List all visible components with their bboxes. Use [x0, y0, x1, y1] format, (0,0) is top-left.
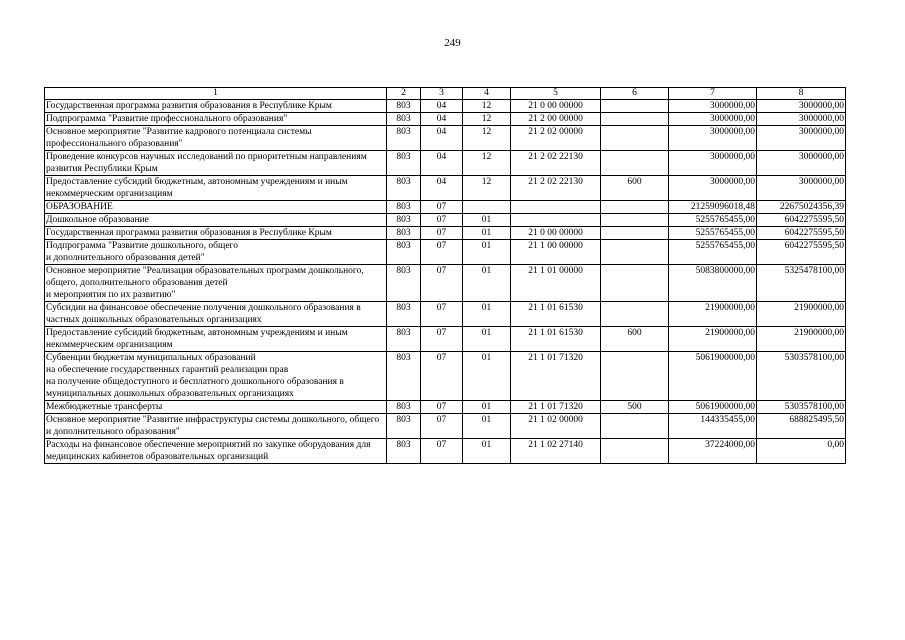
- row-amount-col7: 5083800000,00: [669, 265, 757, 302]
- row-subsection-code: 12: [463, 176, 511, 201]
- row-name: Субвенции бюджетам муниципальных образований на обеспечение государственных гарантий реализации прав на получение общедоступного и бесплатного дошкольного образования в муниципальных дошкольных образовательных организациях: [45, 352, 387, 401]
- row-ministry-code: 803: [387, 176, 421, 201]
- row-expense-type: [601, 227, 669, 240]
- row-amount-col8: 688825495,50: [757, 414, 846, 439]
- row-amount-col7: 5061900000,00: [669, 352, 757, 401]
- row-subsection-code: 12: [463, 100, 511, 113]
- row-ministry-code: 803: [387, 126, 421, 151]
- row-amount-col8: 21900000,00: [757, 302, 846, 327]
- table-row: [45, 240, 846, 265]
- row-ministry-code: 803: [387, 151, 421, 176]
- row-subsection-code: 01: [463, 227, 511, 240]
- header-row: [45, 88, 846, 100]
- row-target-article: 21 1 01 71320: [511, 352, 601, 401]
- row-name: Межбюджетные трансферты: [45, 401, 387, 414]
- row-expense-type: [601, 439, 669, 464]
- row-expense-type: [601, 240, 669, 265]
- row-amount-col7: 3000000,00: [669, 100, 757, 113]
- row-subsection-code: 01: [463, 439, 511, 464]
- row-name: ОБРАЗОВАНИЕ: [45, 201, 387, 214]
- row-amount-col7: 21900000,00: [669, 302, 757, 327]
- column-header: 1: [45, 88, 387, 100]
- row-section-code: 04: [421, 151, 463, 176]
- row-subsection-code: 01: [463, 302, 511, 327]
- table-row: [45, 265, 846, 302]
- row-amount-col7: 21900000,00: [669, 327, 757, 352]
- row-name: Подпрограмма "Развитие профессионального образования": [45, 113, 387, 126]
- row-name: Основное мероприятие "Развитие инфраструктуры системы дошкольного, общего и дополнительного образования": [45, 414, 387, 439]
- row-expense-type: [601, 113, 669, 126]
- row-ministry-code: 803: [387, 214, 421, 227]
- row-ministry-code: 803: [387, 439, 421, 464]
- row-amount-col7: 5255765455,00: [669, 214, 757, 227]
- column-header: 5: [511, 88, 601, 100]
- row-ministry-code: 803: [387, 100, 421, 113]
- row-name: Предоставление субсидий бюджетным, автономным учреждениям и иным некоммерческим организациям: [45, 176, 387, 201]
- row-amount-col8: 6042275595,50: [757, 214, 846, 227]
- row-ministry-code: 803: [387, 240, 421, 265]
- budget-table: [44, 87, 846, 464]
- row-amount-col8: 6042275595,50: [757, 240, 846, 265]
- row-name: Подпрограмма "Развитие дошкольного, общего и дополнительного образования детей": [45, 240, 387, 265]
- table-row: [45, 414, 846, 439]
- row-amount-col7: 3000000,00: [669, 126, 757, 151]
- table-row: [45, 439, 846, 464]
- row-ministry-code: 803: [387, 401, 421, 414]
- row-amount-col8: 21900000,00: [757, 327, 846, 352]
- row-target-article: [511, 201, 601, 214]
- row-target-article: 21 2 02 22130: [511, 151, 601, 176]
- table-row: [45, 302, 846, 327]
- column-header: 3: [421, 88, 463, 100]
- row-amount-col8: 5303578100,00: [757, 352, 846, 401]
- row-amount-col8: 22675024356,39: [757, 201, 846, 214]
- table-row: [45, 100, 846, 113]
- table-body: [45, 100, 846, 464]
- column-header: 4: [463, 88, 511, 100]
- row-name: Основное мероприятие "Реализация образовательных программ дошкольного, общего, дополнительного образования детей и мероприятия по их развитию": [45, 265, 387, 302]
- row-subsection-code: 12: [463, 151, 511, 176]
- row-section-code: 07: [421, 214, 463, 227]
- row-target-article: 21 2 02 00000: [511, 126, 601, 151]
- row-subsection-code: 12: [463, 126, 511, 151]
- row-target-article: [511, 214, 601, 227]
- row-amount-col8: 3000000,00: [757, 100, 846, 113]
- row-name: Государственная программа развития образования в Республике Крым: [45, 100, 387, 113]
- row-target-article: 21 1 02 00000: [511, 414, 601, 439]
- row-expense-type: [601, 201, 669, 214]
- row-amount-col7: 5255765455,00: [669, 240, 757, 265]
- row-subsection-code: 01: [463, 352, 511, 401]
- table-row: [45, 126, 846, 151]
- row-subsection-code: [463, 201, 511, 214]
- row-amount-col8: 5325478100,00: [757, 265, 846, 302]
- row-amount-col7: 5061900000,00: [669, 401, 757, 414]
- table-row: [45, 401, 846, 414]
- row-subsection-code: 01: [463, 401, 511, 414]
- row-target-article: 21 1 01 71320: [511, 401, 601, 414]
- row-amount-col7: 21259096018,48: [669, 201, 757, 214]
- row-target-article: 21 2 00 00000: [511, 113, 601, 126]
- column-header: 8: [757, 88, 846, 100]
- row-ministry-code: 803: [387, 302, 421, 327]
- row-amount-col8: 3000000,00: [757, 113, 846, 126]
- column-header: 2: [387, 88, 421, 100]
- row-ministry-code: 803: [387, 201, 421, 214]
- row-section-code: 04: [421, 176, 463, 201]
- row-amount-col8: 3000000,00: [757, 151, 846, 176]
- table-row: [45, 113, 846, 126]
- row-name: Дошкольное образование: [45, 214, 387, 227]
- table-row: [45, 201, 846, 214]
- row-expense-type: [601, 302, 669, 327]
- row-section-code: 07: [421, 401, 463, 414]
- row-ministry-code: 803: [387, 113, 421, 126]
- row-subsection-code: 12: [463, 113, 511, 126]
- row-subsection-code: 01: [463, 240, 511, 265]
- table-row: [45, 352, 846, 401]
- row-ministry-code: 803: [387, 265, 421, 302]
- row-section-code: 04: [421, 100, 463, 113]
- row-section-code: 04: [421, 126, 463, 151]
- row-expense-type: [601, 214, 669, 227]
- row-name: Основное мероприятие "Развитие кадрового потенциала системы профессионального образования": [45, 126, 387, 151]
- row-amount-col7: 3000000,00: [669, 151, 757, 176]
- row-target-article: 21 0 00 00000: [511, 100, 601, 113]
- row-section-code: 04: [421, 113, 463, 126]
- row-amount-col8: 0,00: [757, 439, 846, 464]
- row-expense-type: [601, 151, 669, 176]
- table-row: [45, 327, 846, 352]
- row-name: Субсидии на финансовое обеспечение получения дошкольного образования в частных дошкольных образовательных организациях: [45, 302, 387, 327]
- row-expense-type: [601, 100, 669, 113]
- row-section-code: 07: [421, 240, 463, 265]
- row-name: Государственная программа развития образования в Республике Крым: [45, 227, 387, 240]
- row-name: Предоставление субсидий бюджетным, автономным учреждениям и иным некоммерческим организациям: [45, 327, 387, 352]
- row-ministry-code: 803: [387, 227, 421, 240]
- row-expense-type: [601, 126, 669, 151]
- row-expense-type: [601, 265, 669, 302]
- row-amount-col7: 5255765455,00: [669, 227, 757, 240]
- row-target-article: 21 1 01 00000: [511, 265, 601, 302]
- row-expense-type: 500: [601, 401, 669, 414]
- row-name: Проведение конкурсов научных исследований по приоритетным направлениям развития Республики Крым: [45, 151, 387, 176]
- row-target-article: 21 1 01 61530: [511, 302, 601, 327]
- row-amount-col8: 6042275595,50: [757, 227, 846, 240]
- row-amount-col7: 37224000,00: [669, 439, 757, 464]
- row-target-article: 21 0 00 00000: [511, 227, 601, 240]
- row-section-code: 07: [421, 265, 463, 302]
- row-amount-col8: 3000000,00: [757, 126, 846, 151]
- table-row: [45, 151, 846, 176]
- row-amount-col7: 3000000,00: [669, 113, 757, 126]
- row-target-article: 21 2 02 22130: [511, 176, 601, 201]
- row-target-article: 21 1 01 61530: [511, 327, 601, 352]
- row-expense-type: [601, 352, 669, 401]
- row-subsection-code: 01: [463, 327, 511, 352]
- row-subsection-code: 01: [463, 214, 511, 227]
- row-section-code: 07: [421, 439, 463, 464]
- table-row: [45, 227, 846, 240]
- row-subsection-code: 01: [463, 414, 511, 439]
- row-subsection-code: 01: [463, 265, 511, 302]
- row-expense-type: 600: [601, 327, 669, 352]
- row-section-code: 07: [421, 302, 463, 327]
- row-amount-col8: 5303578100,00: [757, 401, 846, 414]
- row-target-article: 21 1 00 00000: [511, 240, 601, 265]
- row-section-code: 07: [421, 201, 463, 214]
- row-amount-col8: 3000000,00: [757, 176, 846, 201]
- row-ministry-code: 803: [387, 327, 421, 352]
- row-amount-col7: 144335455,00: [669, 414, 757, 439]
- row-section-code: 07: [421, 327, 463, 352]
- row-expense-type: 600: [601, 176, 669, 201]
- row-section-code: 07: [421, 352, 463, 401]
- column-header: 6: [601, 88, 669, 100]
- row-ministry-code: 803: [387, 414, 421, 439]
- row-name: Расходы на финансовое обеспечение мероприятий по закупке оборудования для медицинских кабинетов образовательных организаций: [45, 439, 387, 464]
- row-amount-col7: 3000000,00: [669, 176, 757, 201]
- column-header: 7: [669, 88, 757, 100]
- row-ministry-code: 803: [387, 352, 421, 401]
- row-target-article: 21 1 02 27140: [511, 439, 601, 464]
- row-expense-type: [601, 414, 669, 439]
- row-section-code: 07: [421, 414, 463, 439]
- page-number: 249: [444, 37, 461, 49]
- table-row: [45, 176, 846, 201]
- table-row: [45, 214, 846, 227]
- row-section-code: 07: [421, 227, 463, 240]
